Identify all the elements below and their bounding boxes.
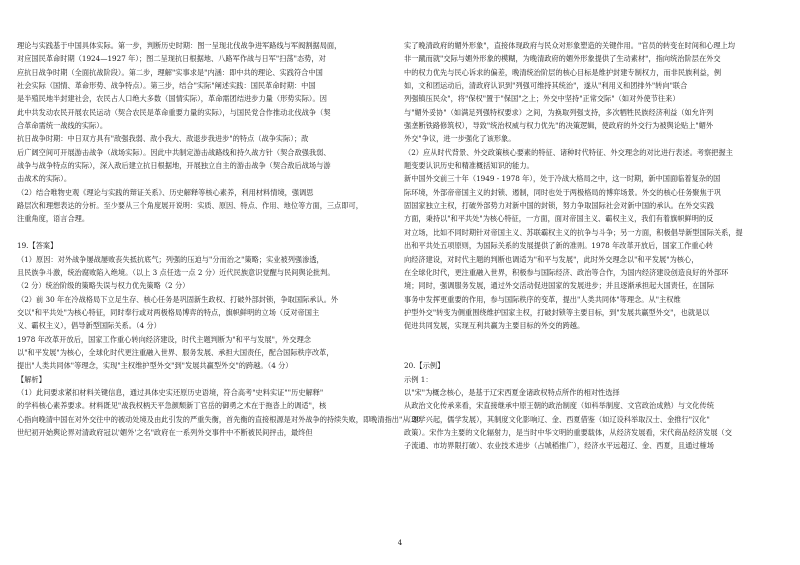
left-column-line: 世纪初开始舆论界对清政府冠以'媚外'之名"政府在一系列外交事件中不断被民间抨击，最终但 (17, 427, 313, 437)
right-column-line: 护型外交"转变为侧重围绕维护国家主权，打破封锁等主要目标，到"发展共赢型外交"，也就是以 (404, 307, 710, 317)
right-column-line: 政策）。宋作为主要的文化辐射力，是当时中华文明的重要载体，从经济发展看，宋代商品经济发展（交 (404, 427, 732, 437)
right-column-line: 题变要认识历史和精准概括知识的能力。 (404, 161, 534, 171)
right-column-line: 子流通、市坊界限打破）、农业技术进步（占城稻推广），经济水平远超辽、金、西夏，且通过榷场 (404, 441, 714, 451)
left-column-line: 1978 年改革开放后，国家工作重心转向经济建设，时代主题判断为"和平与发展"，外交理念 (17, 334, 312, 344)
left-column-line (17, 226, 379, 239)
right-column-line: 对立场，比如不同时期针对帝国主义、苏联霸权主义的抗争与斗争；另一方面，积极倡导新型国际关系，提 (404, 227, 743, 237)
left-column-line: 是半殖民地半封建社会，农民占人口绝大多数（国情实际），革命需团结进步力量（形势实际）。因 (17, 94, 327, 104)
right-column-line: 实了晚清政府的媚外形象"，直接体现政府与民众对形象塑造的关键作用。"官员的转变在时间和心理上均 (404, 41, 735, 50)
left-column-line: 此中共发动农民开展农民运动（契合农民是革命重要力量的实际），与国民党合作推动北伐战争（契 (17, 107, 331, 117)
right-column-line: 如，文和团运动后，清政府认识到"列强可维持其统治"，遂从"利用义和团排外"转向"联合 (404, 81, 688, 91)
right-column-line: 从政治文化传承来看，宋直接继承中原王朝的政治制度（如科举制度、文官政治成熟）与文化传统 (404, 401, 714, 411)
left-column-line: 理论与实践基于中国具体实际。第一步，判断历史时期：图一呈现北伐战争进军路线与军阀割据局面， (17, 41, 342, 50)
left-column-line: （2 分）统治阶级的策略失误与权力优先策略（2 分） (17, 281, 190, 291)
right-column-line: 以"宋"为概念核心，是基于辽宋西夏金诸政权特点所作的相对性选择 (404, 387, 620, 397)
right-column-line: 与"媚外妥协"（如满足列强特权要求）之间，为换取列强支持，多次牺牲民族经济利益（如允许列 (404, 107, 714, 117)
left-column-line: 抗日战争时期：中日双方具有"敌强我弱、敌小我大、敌退步我进步"的特点（战争实际）；敌 (17, 134, 309, 144)
left-column-line: 注重角度，语言合理。 (17, 214, 90, 224)
right-column-line: 际环境，外部帝帝国主义的封锁、遏制，同时也处于两极格局的博弈场景。外交的核心任务聚焦于巩 (404, 187, 722, 197)
left-column-line: （2）结合唯物史观《理论与实践的辩证关系》、历史解释等核心素养，利用材料情境，强调思 (17, 187, 314, 197)
left-column-line: 提出"人类共同体"等理念，实现"主权维护型外交"到"发展共赢型外交"的跨越。（4 分） (17, 361, 293, 371)
left-column-line: 战争与战争特点的实际），深入敌后建立抗日根据地，开展独立自主的游击战争（契合敌后战场与游 (17, 161, 331, 171)
right-column-line: 20.【示例】 (404, 361, 445, 371)
right-column-line: 列强镇压民众"，将"保权"置于"保国"之上；外交中坚持"正常交际"（如对外使节往来） (404, 94, 680, 104)
left-column-line: （2）前 30 年在冷战格局下立足生存、核心任务是巩固新生政权、打破外部封锁，争取国际承认。外 (17, 294, 339, 304)
left-column-line: 交以"和平共处"为核心特征，同时奉行或对两极格局博弈的特点，旗帜鲜明的立场（反对帝国主 (17, 307, 320, 317)
left-column-line: 击战术的实际）。 (17, 174, 72, 184)
left-column-line: 19.【答案】 (17, 241, 58, 251)
left-column-line: 心指向晚清中国在对外交往中的被动处境及由此引发的严重失衡，首先衡的直接根源是对外战争的持续失败，即晚清指出"从 20 (17, 414, 422, 424)
right-column-line: （2）应从时代背景、外交政策核心要素的特征、诸种时代特征、外交理念的对比进行表述。考察把握主 (404, 147, 733, 157)
right-column-line: 方面，秉持以"和平共处"为核心特征，一方面，面对帝国主义、霸权主义，我们有着旗帜鲜明的反 (404, 214, 714, 224)
left-column-line: 【解析】 (17, 374, 46, 384)
right-column-line: 境；同时，强调服务发展，通过外交活动促进国家的发展进步；并且逐渐承担起大国责任，在国际 (404, 281, 714, 291)
right-column-line: 中的权力优先与民心诉求的偏差，晚清统治阶层的核心目标是维护封建专制权力，而非民族利益，例 (404, 67, 722, 77)
right-column-line: 固国家独立主权，打破外部势力对新中国的封锁，努力争取国际社会对新中国的承认。在外交实践 (404, 201, 714, 211)
right-column (404, 39, 766, 453)
right-column-line: 新中国外交前三十年（1949 - 1978 年），处于冷战大格局之中，这一时期，新中国面临着复杂的国 (404, 174, 721, 184)
left-column-line: 社会实际（国情、革命形势、战争特点）。第三步，结合"实际"阐述实践：国民革命时期：中国 (17, 81, 316, 91)
right-column-line: 外交"争议，进一步强化了该形象。 (404, 134, 516, 144)
left-column-line: 义、霸权主义），倡导新型国际关系。（4 分） (17, 321, 161, 331)
left-column-line: 以"和平发展"为核心，全球化时代更注重融入世界、服务发展、承担大国责任，配合国际秩序改革， (17, 347, 334, 357)
right-column-line (404, 333, 766, 346)
right-column-line: 强垄断铁路修筑权），导致"统治权威与权力优先"的决策逻辑，使政府的外交行为被舆论贴上"媚外 (404, 121, 714, 131)
left-column-line: 后广阔空间可开展游击战争（战场实际）。因此中共制定游击战路线和持久战方针（契合敌强我弱、 (17, 147, 331, 157)
right-column-line: 出和平共处五项原则，为国际关系的发展提供了新的准则。1978 年改革开放后，国家工作重心转 (404, 241, 713, 251)
page-number: 4 (397, 539, 403, 547)
left-column-line: （1）原因：对外战争屡战屡败丧失抵抗底气；列强的压迫与"分而治之"策略；实业被列强渗透， (17, 254, 324, 264)
left-column-line: 应抗日战争时期（全面抗战阶段）。第二步，理解"实事求是"内涵：即中共的理论、实践符合中国 (17, 67, 323, 77)
left-column-line: （1）此问要求紧扣材料关键信息，通过具体史实还原历史语境，符合高考"史料实证""历史解释" (17, 387, 324, 397)
left-column-line: 的学科核心素养要求。材料既见"战我权柄天平急颜颓新丁官岳的御勇之术在于拖沓上的调适"，核 (17, 401, 327, 411)
left-column-line: 对应国民革命时期（1924—1927 年）；图二呈现抗日根据地、八路军作战与日军"扫荡"态势，对 (17, 54, 326, 64)
right-column-line: （理学兴起，儒学发展），其制度文化影响辽、金、西夏借鉴（如辽设科举取汉士、金推行"汉化" (404, 414, 710, 424)
left-column-line: 合革命需统一战线的实际）。 (17, 121, 108, 131)
right-column-line: 向经济建设，对时代主题的判断也调适为"和平与发展"，此时外交理念以"和平发展"为核心， (404, 254, 699, 264)
right-column-line: 在全球化时代，更注重融入世界，积极参与国际经济、政治等合作，为国内经济建设创造良好的外部环 (404, 267, 729, 277)
right-column-line (404, 346, 766, 359)
right-column-line: 事务中发挥更重要的作用，参与国际秩序的变革，提出"人类共同体"等理念。从"主权维 (404, 294, 681, 304)
right-column-line: 促进共同发展，实现互利共赢为主要目标的外交的跨越。 (404, 321, 585, 331)
right-column-line: 非一蹴而就"交际与媚外形象的模糊，为晚清政府的媚外形象提供了生动素材"，指向统治阶层在外交 (404, 54, 721, 64)
left-column-line: 路层次和理想表达的分析。至少要从三个角度展开说明：实质、原因、特点、作用、地位等方面，三点即可， (17, 201, 363, 211)
right-column-line: 示例 1： (404, 374, 433, 384)
left-column-line: 且民族争斗激，统治腐败陷入绝境。（以上 3 点任选一点 2 分）近代民族意识觉醒与民间舆论批判。 (17, 267, 335, 277)
